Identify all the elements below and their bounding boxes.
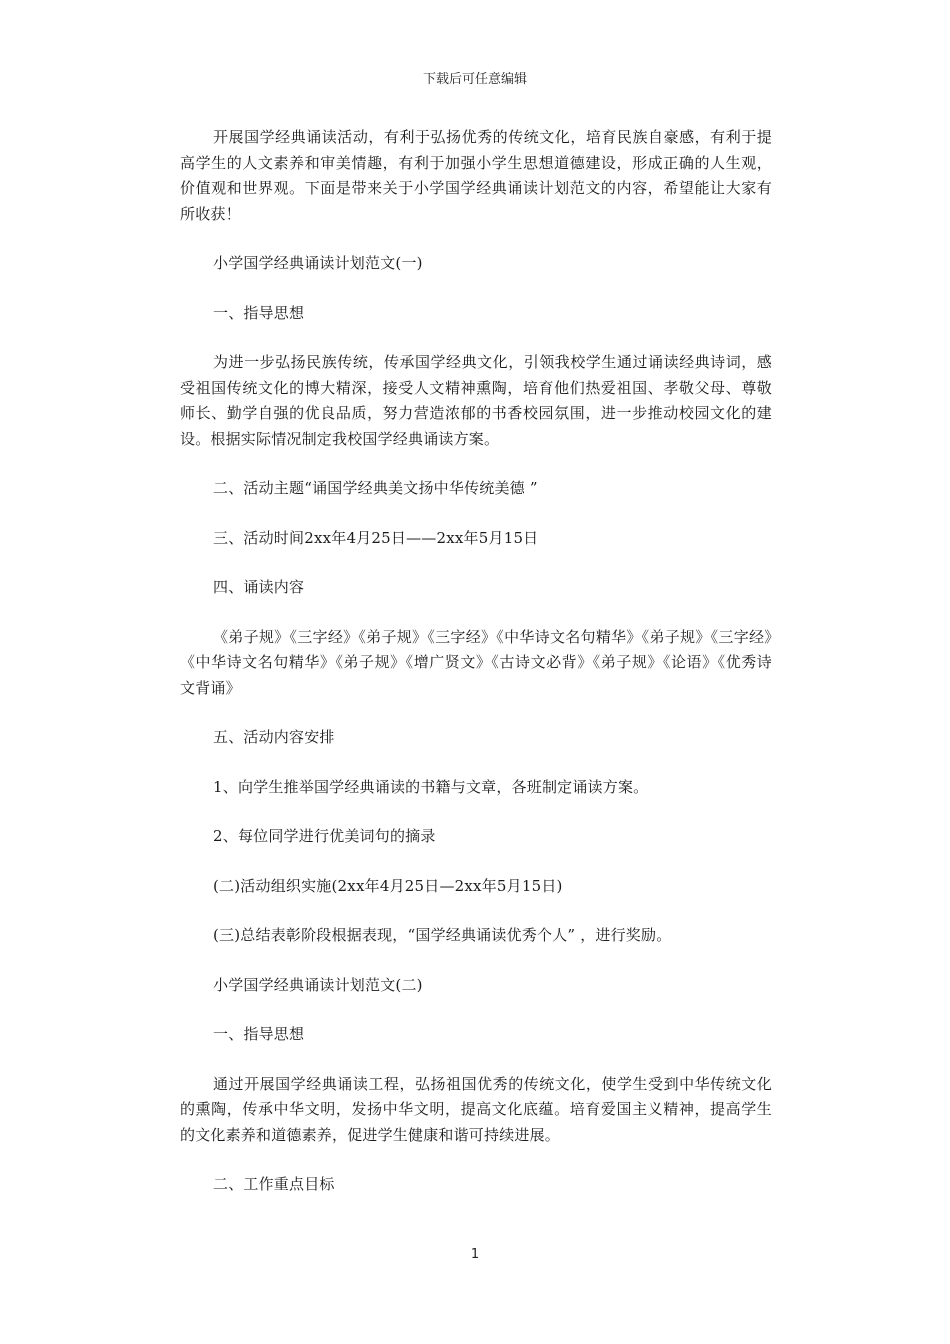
arrangement-item-2: 2、每位同学进行优美词句的摘录	[213, 827, 436, 845]
document-body	[180, 125, 772, 1198]
guiding-thought-paragraph-1: 为进一步弘扬民族传统，传承国学经典文化，引领我校学生通过诵读经典诗词，感受祖国传统文化的博大精深，接受人文精神熏陶，培育他们热爱祖国、孝敬父母、尊敬师长、勤学自强的优良品质，努力营造浓郁的书香校园氛围，进一步推动校园文化的建设。根据实际情况制定我校国学经典诵读方案。	[180, 353, 772, 448]
heading-guiding-thought-1: 一、指导思想	[213, 303, 305, 322]
reading-list-paragraph: 《弟子规》《三字经》《弟子规》《三字经》《中华诗文名句精华》《弟子规》《三字经》《中华诗文名句精华》《弟子规》《增广贤文》《古诗文必背》《弟子规》《论语》《优秀诗文背诵》	[180, 627, 772, 697]
activity-theme: 二、活动主题“诵国学经典美文扬中华传统美德 ”	[213, 479, 538, 497]
section-title-2: 小学国学经典诵读计划范文(二)	[213, 975, 423, 994]
page-header: 下载后可任意编辑	[422, 72, 527, 87]
guiding-thought-paragraph-2: 通过开展国学经典诵读工程，弘扬祖国优秀的传统文化，使学生受到中华传统文化的熏陶，传承中华文明，发扬中华文明，提高文化底蕴。培育爱国主义精神，提高学生的文化素养和道德素养，促进学生健康和谐可持续进展。	[180, 1074, 772, 1144]
section-title-1: 小学国学经典诵读计划范文(一)	[213, 254, 423, 272]
intro-paragraph: 开展国学经典诵读活动，有利于弘扬优秀的传统文化，培育民族自豪感，有利于提高学生的人文素养和审美情趣，有利于加强小学生思想道德建设，形成正确的人生观，价值观和世界观。下面是带来关于小学国学经典诵读计划范文的内容，希望能让大家有所收获！	[180, 128, 772, 223]
heading-reading-content: 四、诵读内容	[213, 578, 305, 596]
heading-work-goals: 二、工作重点目标	[213, 1175, 335, 1193]
arrangement-item-4: (三)总结表彰阶段根据表现，“国学经典诵读优秀个人” ，进行奖励。	[213, 926, 672, 944]
heading-guiding-thought-2: 一、指导思想	[213, 1025, 305, 1043]
heading-activity-arrangement: 五、活动内容安排	[213, 728, 335, 746]
arrangement-item-3: (二)活动组织实施(2xx年4月25日—2xx年5月15日)	[213, 876, 563, 895]
activity-time: 三、活动时间2xx年4月25日——2xx年5月15日	[213, 528, 539, 547]
arrangement-item-1: 1、向学生推举国学经典诵读的书籍与文章，各班制定诵读方案。	[213, 777, 649, 796]
page-number: 1	[470, 1247, 480, 1262]
